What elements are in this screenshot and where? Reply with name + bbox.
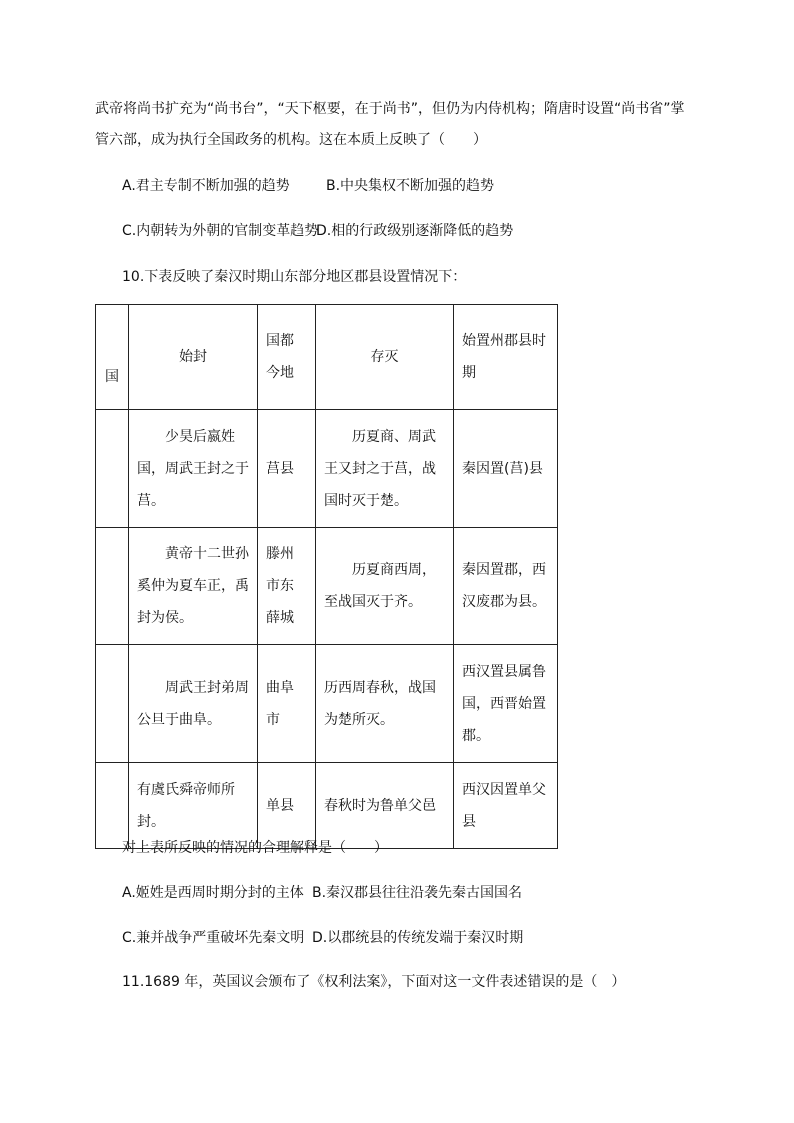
cell-guodu: 曲阜市 (258, 645, 316, 763)
header-guodu: 国都今地 (258, 305, 316, 410)
table-row (96, 645, 558, 763)
header-guo: 国 (96, 305, 129, 410)
q9-stem-line1: 武帝将尚书扩充为“尚书台”，“天下枢要，在于尚书”，但仍为内侍机构；隋唐时设置“尚书省”掌 (95, 101, 685, 117)
cell-shizhi: 秦因置(莒)县 (454, 410, 558, 528)
table-row (96, 410, 558, 528)
q10-intro: 10.下表反映了秦汉时期山东部分地区郡县设置情况下： (122, 269, 467, 285)
header-cunmie: 存灭 (316, 305, 454, 410)
q10-stem: 对上表所反映的情况的合理解释是（ ） (122, 840, 388, 856)
q9-option-a: A.君主专制不断加强的趋势 (122, 178, 290, 194)
cell-cunmie: 历夏商西周，至战国灭于齐。 (316, 528, 454, 645)
q10-table (95, 304, 558, 849)
q9-option-c: C.内朝转为外朝的官制变革趋势 (122, 223, 319, 239)
cell-guodu: 滕州市东薛城 (258, 528, 316, 645)
q10-option-a: A.姬姓是西周时期分封的主体 (122, 885, 304, 901)
cell-cunmie: 春秋时为鲁单父邑 (316, 763, 454, 849)
cell-shizhi: 西汉因置单父县 (454, 763, 558, 849)
cell-shifeng: 少昊后嬴姓国，周武王封之于莒。 (129, 410, 258, 528)
q9-option-b: B.中央集权不断加强的趋势 (326, 178, 495, 194)
cell-guodu: 莒县 (258, 410, 316, 528)
cell-shizhi: 秦因置郡，西汉废郡为县。 (454, 528, 558, 645)
cell-guo (96, 528, 129, 645)
cell-guo (96, 645, 129, 763)
cell-cunmie: 历夏商、周武王又封之于莒，战国时灭于楚。 (316, 410, 454, 528)
q9-option-d: D.相的行政级别逐渐降低的趋势 (316, 223, 514, 239)
cell-guodu: 单县 (258, 763, 316, 849)
cell-shifeng: 有虞氏舜帝师所封。 (129, 763, 258, 849)
table-row (96, 528, 558, 645)
cell-guo (96, 763, 129, 849)
q10-option-b: B.秦汉郡县往往沿袭先秦古国国名 (312, 885, 523, 901)
table-header-row (96, 305, 558, 410)
table-row (96, 763, 558, 849)
q11-stem: 11.1689 年，英国议会颁布了《权利法案》，下面对这一文件表述错误的是（ ） (122, 974, 626, 990)
header-shizhi: 始置州郡县时期 (454, 305, 558, 410)
cell-cunmie: 历西周春秋，战国为楚所灭。 (316, 645, 454, 763)
cell-shifeng: 黄帝十二世孙奚仲为夏车正，禹封为侯。 (129, 528, 258, 645)
cell-guo (96, 410, 129, 528)
q10-option-d: D.以郡统县的传统发端于秦汉时期 (312, 930, 524, 946)
q9-stem-line2: 管六部，成为执行全国政务的机构。这在本质上反映了（ ） (95, 132, 487, 148)
cell-shizhi: 西汉置县属鲁国，西晋始置郡。 (454, 645, 558, 763)
cell-shifeng: 周武王封弟周公旦于曲阜。 (129, 645, 258, 763)
header-shifeng: 始封 (129, 305, 258, 410)
q10-option-c: C.兼并战争严重破坏先秦文明 (122, 930, 305, 946)
